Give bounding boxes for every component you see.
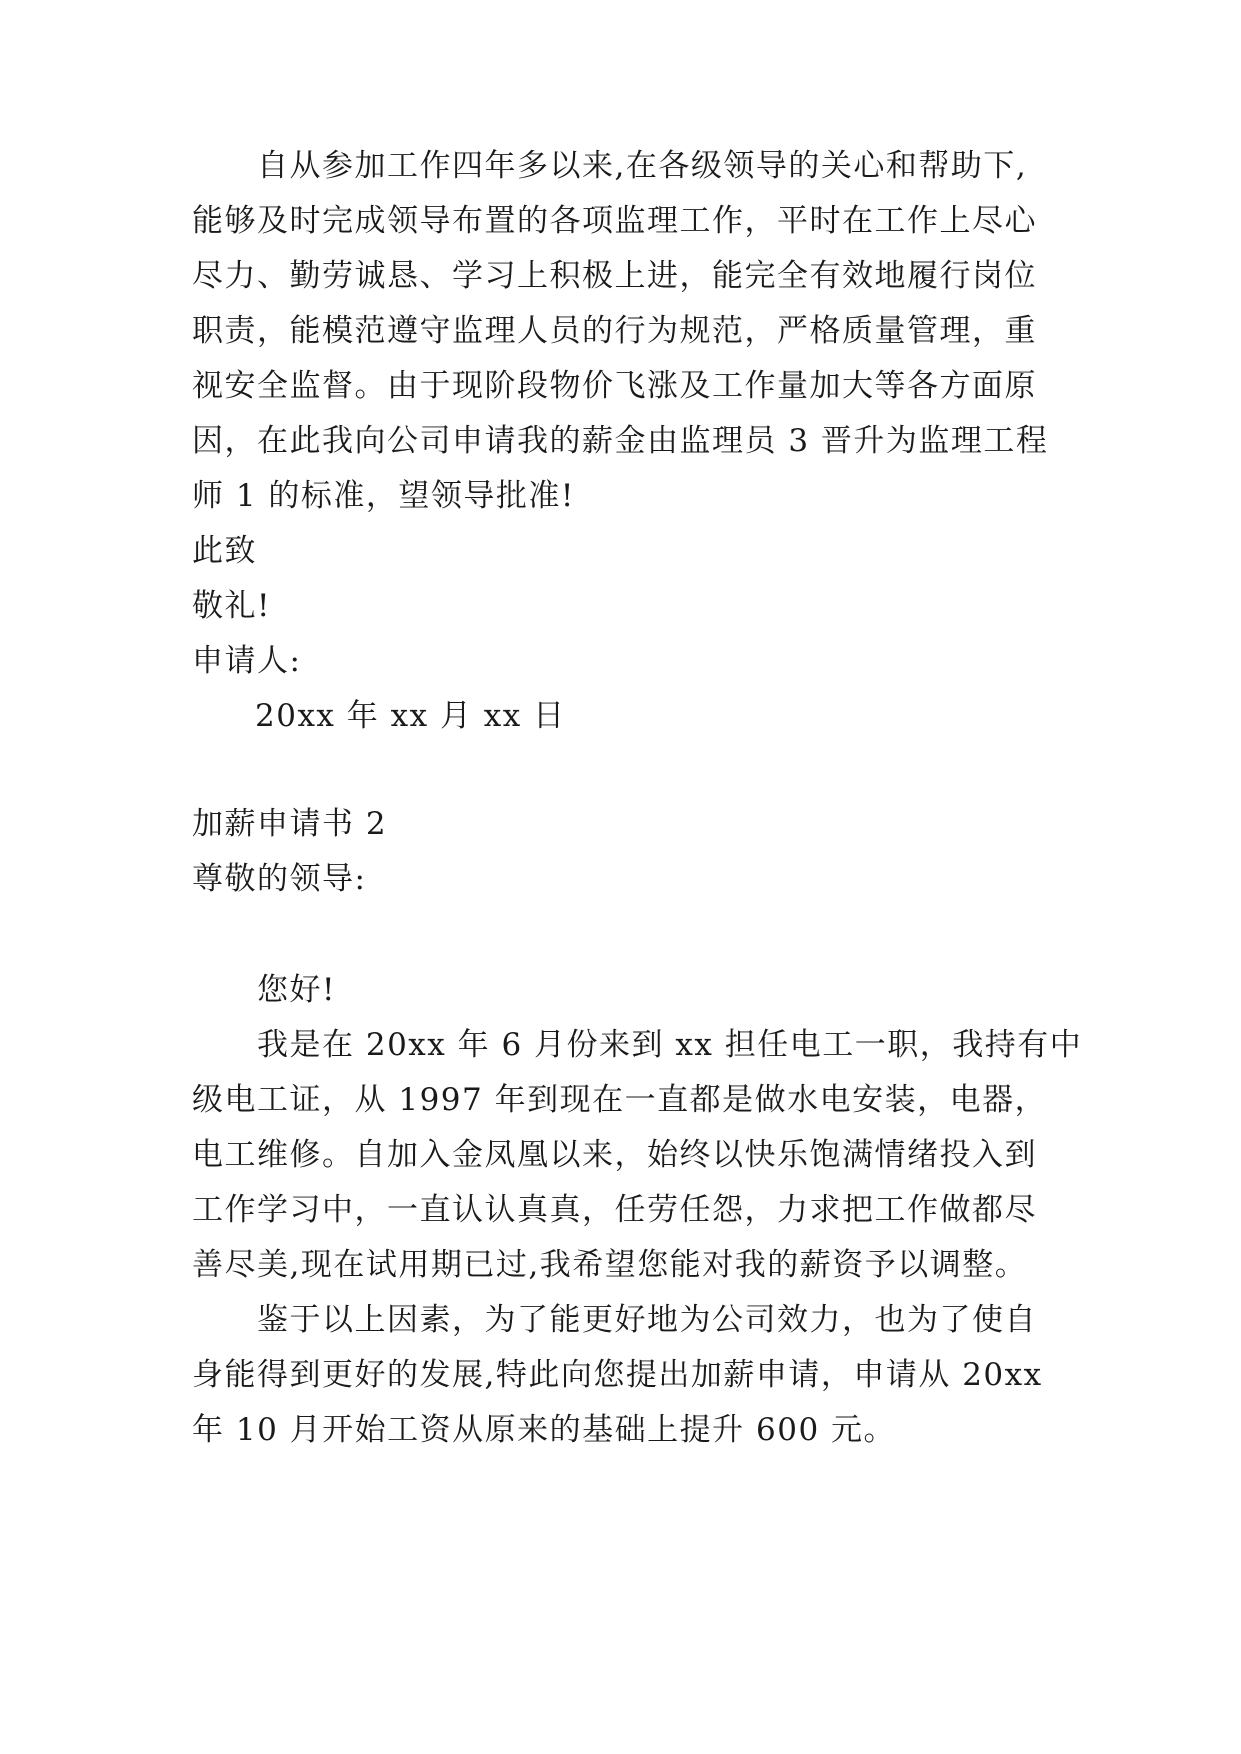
letter1-body-line: 自从参加工作四年多以来,在各级领导的关心和帮助下, <box>257 148 1028 184</box>
letter2-para2-line: 鉴于以上因素，为了能更好地为公司效力，也为了使自 <box>257 1302 1037 1338</box>
letter1-body-line: 师 1 的标准，望领导批准! <box>192 478 575 514</box>
letter2-para1-line: 工作学习中，一直认认真真，任劳任怨，力求把工作做都尽 <box>192 1192 1037 1228</box>
letter2-para1-line: 我是在 20xx 年 6 月份来到 xx 担任电工一职，我持有中 <box>257 1027 1083 1063</box>
letter2-title: 加薪申请书 2 <box>192 806 388 842</box>
letter1-body-line: 职责，能模范遵守监理人员的行为规范，严格质量管理，重 <box>192 313 1037 349</box>
letter2-para1-line: 电工维修。自加入金凤凰以来，始终以快乐饱满情绪投入到 <box>192 1137 1037 1173</box>
letter2-para2-line: 年 10 月开始工资从原来的基础上提升 600 元。 <box>192 1412 897 1448</box>
letter1-applicant: 申请人: <box>192 643 302 679</box>
letter2-para2-line: 身能得到更好的发展,特此向您提出加薪申请，申请从 20xx <box>192 1357 1043 1393</box>
letter1-salute: 敬礼! <box>192 588 271 624</box>
letter2-greeting: 尊敬的领导: <box>192 861 367 897</box>
letter1-body-line: 视安全监督。由于现阶段物价飞涨及工作量加大等各方面原 <box>192 368 1037 404</box>
letter2-para1-line: 级电工证，从 1997 年到现在一直都是做水电安装，电器， <box>192 1082 1048 1118</box>
letter1-closing: 此致 <box>192 533 257 569</box>
letter1-date: 20xx 年 xx 月 xx 日 <box>255 698 566 734</box>
letter2-hello: 您好! <box>257 972 336 1008</box>
letter1-body-line: 因，在此我向公司申请我的薪金由监理员 3 晋升为监理工程 <box>192 423 1049 459</box>
letter2-para1-line: 善尽美,现在试用期已过,我希望您能对我的薪资予以调整。 <box>192 1247 1028 1283</box>
letter1-body-line: 能够及时完成领导布置的各项监理工作，平时在工作上尽心 <box>192 203 1037 239</box>
letter1-body-line: 尽力、勤劳诚恳、学习上积极上进，能完全有效地履行岗位 <box>192 258 1037 294</box>
